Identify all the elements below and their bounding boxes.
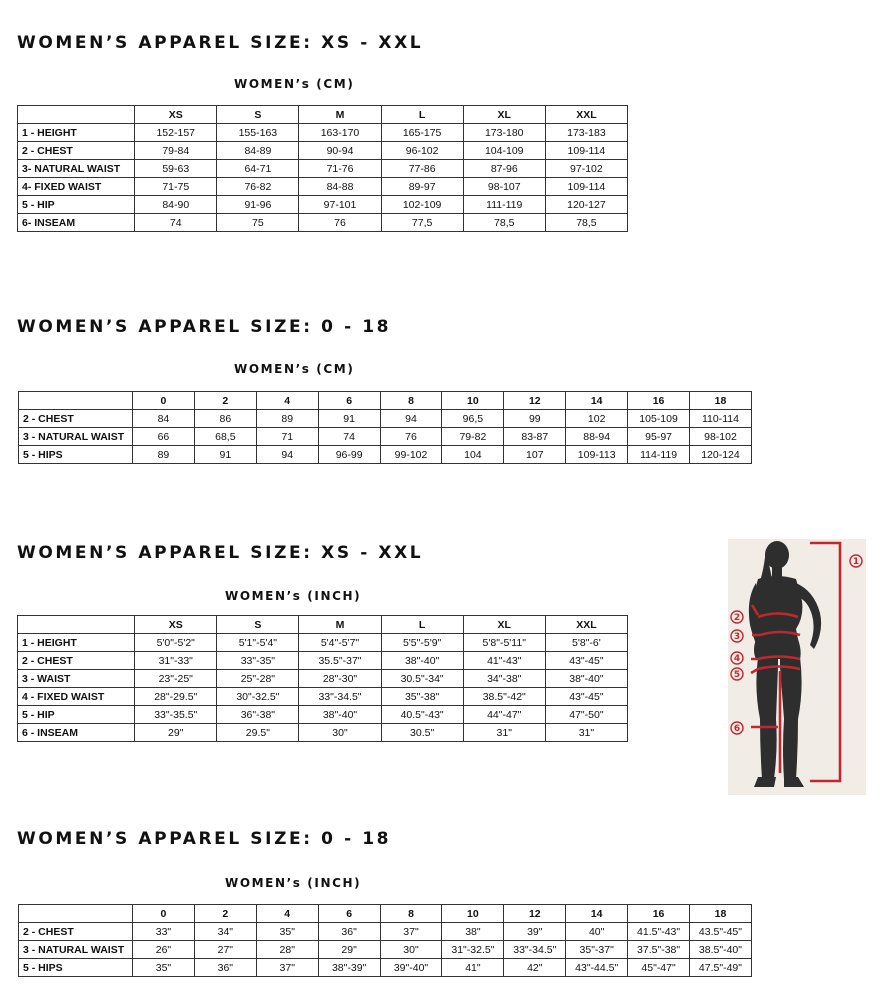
table-cell: 37.5"-38" <box>628 941 690 959</box>
table-cell: 102-109 <box>381 196 463 214</box>
size-table <box>18 391 752 464</box>
table-cell: 5'8"-6' <box>545 634 627 652</box>
table-row <box>19 410 752 428</box>
column-header: 18 <box>690 392 752 410</box>
size-table <box>17 615 628 742</box>
table-cell: 66 <box>133 428 195 446</box>
section-subtitle: WOMEN’s (CM) <box>234 77 355 91</box>
table-cell: 38.5"-40" <box>690 941 752 959</box>
table-cell: 41.5"-43" <box>628 923 690 941</box>
table-cell: 38.5"-42" <box>463 688 545 706</box>
column-header: XS <box>135 106 217 124</box>
column-header: 2 <box>194 392 256 410</box>
table-cell: 89 <box>133 446 195 464</box>
column-header: 12 <box>504 392 566 410</box>
table-cell: 83-87 <box>504 428 566 446</box>
table-cell: 97-101 <box>299 196 381 214</box>
table-cell: 34"-38" <box>463 670 545 688</box>
row-label: 6- INSEAM <box>18 214 135 232</box>
column-header: XXL <box>545 106 627 124</box>
table-cell: 31"-33" <box>135 652 217 670</box>
table-cell: 35" <box>256 923 318 941</box>
table-cell: 107 <box>504 446 566 464</box>
table-header-row <box>19 905 752 923</box>
row-label: 4- FIXED WAIST <box>18 178 135 196</box>
table-cell: 84-88 <box>299 178 381 196</box>
table-cell: 28"-29.5" <box>135 688 217 706</box>
table-cell: 41" <box>442 959 504 977</box>
table-cell: 38"-39" <box>318 959 380 977</box>
body-measurement-illustration <box>728 539 866 795</box>
column-header: 6 <box>318 392 380 410</box>
table-cell: 39" <box>504 923 566 941</box>
table-cell: 155-163 <box>217 124 299 142</box>
table-cell: 96,5 <box>442 410 504 428</box>
table-cell: 109-113 <box>566 446 628 464</box>
table-cell: 91-96 <box>217 196 299 214</box>
table-cell: 99-102 <box>380 446 442 464</box>
table-row <box>18 724 628 742</box>
table-row <box>18 652 628 670</box>
column-header: M <box>299 616 381 634</box>
table-cell: 98-107 <box>463 178 545 196</box>
table-cell: 5'5"-5'9" <box>381 634 463 652</box>
table-cell: 5'0"-5'2" <box>135 634 217 652</box>
table-cell: 38" <box>442 923 504 941</box>
table-cell: 79-84 <box>135 142 217 160</box>
marker-5: 5 <box>733 670 741 680</box>
table-cell: 36" <box>194 959 256 977</box>
table-cell: 76 <box>299 214 381 232</box>
table-cell: 96-102 <box>381 142 463 160</box>
table-cell: 91 <box>194 446 256 464</box>
table-cell: 28"-30" <box>299 670 381 688</box>
table-row <box>18 124 628 142</box>
table-cell: 96-99 <box>318 446 380 464</box>
table-cell: 5'1"-5'4" <box>217 634 299 652</box>
row-label: 5 - HIPS <box>19 959 133 977</box>
table-cell: 38"-40" <box>299 706 381 724</box>
table-row <box>18 688 628 706</box>
column-header: 4 <box>256 905 318 923</box>
marker-3: 3 <box>733 632 741 642</box>
section-subtitle: WOMEN’s (CM) <box>234 362 355 376</box>
table-cell: 165-175 <box>381 124 463 142</box>
table-cell: 35"-38" <box>381 688 463 706</box>
row-label: 5 - HIPS <box>19 446 133 464</box>
table-cell: 77-86 <box>381 160 463 178</box>
table-header-row <box>18 106 628 124</box>
column-header: S <box>217 106 299 124</box>
table-cell: 89 <box>256 410 318 428</box>
table-cell: 43"-44.5" <box>566 959 628 977</box>
table-cell: 173-183 <box>545 124 627 142</box>
table-cell: 152-157 <box>135 124 217 142</box>
column-header: XS <box>135 616 217 634</box>
table-cell: 87-96 <box>463 160 545 178</box>
column-header: 10 <box>442 392 504 410</box>
table-cell: 30" <box>380 941 442 959</box>
table-cell: 84 <box>133 410 195 428</box>
table-cell: 34" <box>194 923 256 941</box>
table-cell: 109-114 <box>545 178 627 196</box>
marker-4: 4 <box>733 654 741 664</box>
table-cell: 35"-37" <box>566 941 628 959</box>
table-cell: 110-114 <box>690 410 752 428</box>
column-header: 16 <box>628 392 690 410</box>
table-cell: 94 <box>380 410 442 428</box>
column-header: 8 <box>380 392 442 410</box>
table-cell: 120-124 <box>690 446 752 464</box>
table-cell: 31"-32.5" <box>442 941 504 959</box>
table-cell: 30.5" <box>381 724 463 742</box>
table-cell: 74 <box>318 428 380 446</box>
section-title: WOMEN’S APPAREL SIZE: XS - XXL <box>17 33 424 53</box>
column-header: 2 <box>194 905 256 923</box>
table-cell: 43.5"-45" <box>690 923 752 941</box>
table-cell: 97-102 <box>545 160 627 178</box>
table-cell: 64-71 <box>217 160 299 178</box>
column-header: 14 <box>566 392 628 410</box>
table-row <box>18 160 628 178</box>
row-label: 2 - CHEST <box>18 142 135 160</box>
table-cell: 75 <box>217 214 299 232</box>
table-cell: 68,5 <box>194 428 256 446</box>
table-cell: 42" <box>504 959 566 977</box>
table-cell: 33"-35" <box>217 652 299 670</box>
table-cell: 41"-43" <box>463 652 545 670</box>
table-cell: 27" <box>194 941 256 959</box>
table-row <box>18 178 628 196</box>
table-cell: 43"-45" <box>545 652 627 670</box>
table-cell: 5'8"-5'11" <box>463 634 545 652</box>
table-cell: 30" <box>299 724 381 742</box>
row-label: 6 - INSEAM <box>18 724 135 742</box>
corner-cell <box>19 392 133 410</box>
table-cell: 104 <box>442 446 504 464</box>
column-header: 8 <box>380 905 442 923</box>
table-cell: 38"-40" <box>545 670 627 688</box>
table-cell: 173-180 <box>463 124 545 142</box>
table-cell: 94 <box>256 446 318 464</box>
column-header: 0 <box>133 392 195 410</box>
table-cell: 86 <box>194 410 256 428</box>
table-cell: 105-109 <box>628 410 690 428</box>
table-cell: 44"-47" <box>463 706 545 724</box>
section-title: WOMEN’S APPAREL SIZE: 0 - 18 <box>17 829 392 849</box>
row-label: 5 - HIP <box>18 196 135 214</box>
table-cell: 71-76 <box>299 160 381 178</box>
table-cell: 91 <box>318 410 380 428</box>
table-cell: 95-97 <box>628 428 690 446</box>
column-header: XL <box>463 106 545 124</box>
table-cell: 29.5" <box>217 724 299 742</box>
table-cell: 89-97 <box>381 178 463 196</box>
table-cell: 71 <box>256 428 318 446</box>
table-cell: 79-82 <box>442 428 504 446</box>
table-cell: 77,5 <box>381 214 463 232</box>
marker-1: 1 <box>852 557 860 567</box>
row-label: 2 - CHEST <box>19 923 133 941</box>
table-cell: 40.5"-43" <box>381 706 463 724</box>
table-cell: 29" <box>318 941 380 959</box>
table-cell: 28" <box>256 941 318 959</box>
table-cell: 33"-35.5" <box>135 706 217 724</box>
section-subtitle: WOMEN’s (INCH) <box>225 589 362 603</box>
table-cell: 5'4"-5'7" <box>299 634 381 652</box>
table-row <box>18 706 628 724</box>
table-cell: 33"-34.5" <box>299 688 381 706</box>
column-header: 12 <box>504 905 566 923</box>
column-header: L <box>381 106 463 124</box>
table-row <box>18 142 628 160</box>
row-label: 3 - NATURAL WAIST <box>19 941 133 959</box>
column-header: 14 <box>566 905 628 923</box>
column-header: M <box>299 106 381 124</box>
marker-2: 2 <box>733 613 741 623</box>
table-cell: 104-109 <box>463 142 545 160</box>
table-cell: 120-127 <box>545 196 627 214</box>
table-row <box>19 959 752 977</box>
table-cell: 84-90 <box>135 196 217 214</box>
table-cell: 38"-40" <box>381 652 463 670</box>
column-header: S <box>217 616 299 634</box>
corner-cell <box>18 616 135 634</box>
table-cell: 47.5"-49" <box>690 959 752 977</box>
column-header: 16 <box>628 905 690 923</box>
table-cell: 33"-34.5" <box>504 941 566 959</box>
table-cell: 114-119 <box>628 446 690 464</box>
table-cell: 29" <box>135 724 217 742</box>
column-header: XL <box>463 616 545 634</box>
table-cell: 163-170 <box>299 124 381 142</box>
table-cell: 35" <box>133 959 195 977</box>
table-cell: 35.5"-37" <box>299 652 381 670</box>
table-cell: 109-114 <box>545 142 627 160</box>
marker-6: 6 <box>733 724 741 734</box>
table-cell: 99 <box>504 410 566 428</box>
table-cell: 39"-40" <box>380 959 442 977</box>
row-label: 2 - CHEST <box>19 410 133 428</box>
section-title: WOMEN’S APPAREL SIZE: XS - XXL <box>17 543 424 563</box>
table-cell: 78,5 <box>545 214 627 232</box>
row-label: 1 - HEIGHT <box>18 124 135 142</box>
column-header: 6 <box>318 905 380 923</box>
size-table <box>17 105 628 232</box>
row-label: 5 - HIP <box>18 706 135 724</box>
corner-cell <box>19 905 133 923</box>
table-row <box>18 196 628 214</box>
table-cell: 45"-47" <box>628 959 690 977</box>
section-title: WOMEN’S APPAREL SIZE: 0 - 18 <box>17 317 392 337</box>
column-header: 4 <box>256 392 318 410</box>
table-cell: 74 <box>135 214 217 232</box>
table-cell: 111-119 <box>463 196 545 214</box>
size-table <box>18 904 752 977</box>
table-cell: 59-63 <box>135 160 217 178</box>
table-cell: 37" <box>380 923 442 941</box>
table-cell: 88-94 <box>566 428 628 446</box>
row-label: 3 - NATURAL WAIST <box>19 428 133 446</box>
table-cell: 40" <box>566 923 628 941</box>
table-cell: 23"-25" <box>135 670 217 688</box>
table-cell: 33" <box>133 923 195 941</box>
table-cell: 71-75 <box>135 178 217 196</box>
table-cell: 43"-45" <box>545 688 627 706</box>
row-label: 3- NATURAL WAIST <box>18 160 135 178</box>
table-cell: 98-102 <box>690 428 752 446</box>
table-cell: 76 <box>380 428 442 446</box>
table-header-row <box>19 392 752 410</box>
column-header: 10 <box>442 905 504 923</box>
table-cell: 31" <box>463 724 545 742</box>
table-cell: 76-82 <box>217 178 299 196</box>
table-cell: 36" <box>318 923 380 941</box>
column-header: 0 <box>133 905 195 923</box>
table-cell: 36"-38" <box>217 706 299 724</box>
table-header-row <box>18 616 628 634</box>
table-row <box>19 446 752 464</box>
table-cell: 31" <box>545 724 627 742</box>
row-label: 3 - WAIST <box>18 670 135 688</box>
table-row <box>19 941 752 959</box>
column-header: XXL <box>545 616 627 634</box>
row-label: 1 - HEIGHT <box>18 634 135 652</box>
table-cell: 102 <box>566 410 628 428</box>
table-cell: 47"-50" <box>545 706 627 724</box>
table-cell: 26" <box>133 941 195 959</box>
table-row <box>18 670 628 688</box>
row-label: 2 - CHEST <box>18 652 135 670</box>
table-row <box>18 634 628 652</box>
table-row <box>19 923 752 941</box>
section-subtitle: WOMEN’s (INCH) <box>225 876 362 890</box>
column-header: 18 <box>690 905 752 923</box>
column-header: L <box>381 616 463 634</box>
corner-cell <box>18 106 135 124</box>
table-cell: 78,5 <box>463 214 545 232</box>
table-row <box>18 214 628 232</box>
table-cell: 90-94 <box>299 142 381 160</box>
table-cell: 37" <box>256 959 318 977</box>
table-cell: 84-89 <box>217 142 299 160</box>
row-label: 4 - FIXED WAIST <box>18 688 135 706</box>
table-row <box>19 428 752 446</box>
table-cell: 30.5"-34" <box>381 670 463 688</box>
table-cell: 25"-28" <box>217 670 299 688</box>
table-cell: 30"-32.5" <box>217 688 299 706</box>
